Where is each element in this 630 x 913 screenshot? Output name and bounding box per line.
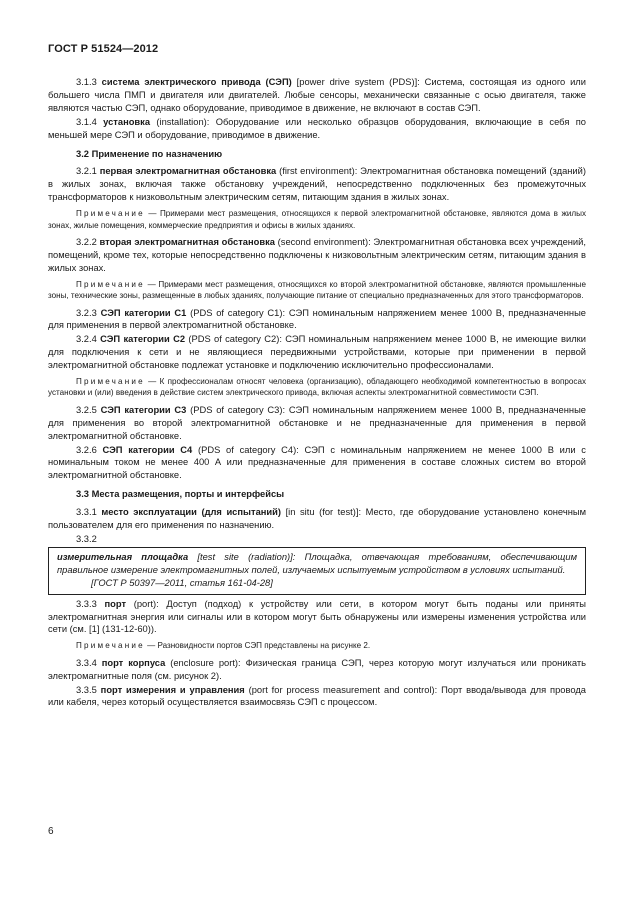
- note-second-environment: [48, 279, 586, 302]
- section-heading-3-3: [48, 488, 586, 501]
- clause-text: (PDS of category C3): СЭП номинальным напряжением менее 1000 В, предназначенные для применения во второй электромагнитной обстановке и не предназначенные для применения в первой электромагнитной обстановке.: [48, 404, 586, 441]
- clause-3-2-2: [48, 236, 586, 275]
- clause-text: (PDS of category C2): СЭП номинальным напряжением менее 1000 В, не имеющие вилки для подключения к сети и не являющиеся передвижными устройствами, которые при применении в первой электромагнитной обстановке подлежат установке и подключению исключительно профессионалами.: [48, 334, 586, 371]
- note-label: Примечание: [76, 209, 145, 219]
- clause-number: 3.2.4: [76, 334, 97, 345]
- clause-number: 3.2.1: [76, 166, 97, 177]
- note-label: Примечание: [76, 279, 145, 289]
- clause-number: 3.1.4: [76, 116, 97, 127]
- clause-text: [in situ (for test)]: Место, где оборудование установлено конечным пользователем для его применения по назначению.: [48, 507, 586, 531]
- clause-number: 3.3.5: [76, 684, 97, 695]
- clause-text: (first environment): Электромагнитная обстановка помещений (зданий) в жилых зонах, включая также обстановку учреждений, непосредственно подключенных без промежуточных трансформаторов к низковольтным электрическим сетям, питающим здания в жилых зонах.: [48, 166, 586, 203]
- clause-3-3-3: [48, 598, 586, 637]
- note-port-types: [48, 640, 586, 651]
- clause-text: [power drive system (PDS)]: Система, состоящая из одного или большего числа ПМП и двигателя или двигателей. Любые сенсоры, механически связанные с осью двигателя, также являются частью СЭП, однако оборудование, приводимое в движение, не включают в состав СЭП.: [48, 77, 586, 113]
- document-body: [48, 76, 586, 710]
- clause-number: 3.2.6: [76, 444, 97, 455]
- clause-text: (second environment): Электромагнитная обстановка всех учреждений, помещений, кроме тех, которые непосредственно подключены к низковольтным электрическим сетям, питающим здания в жилых зонах.: [48, 236, 586, 273]
- note-text: — Примерами мест размещения, относящихся к первой электромагнитной обстановке, являются дома в жилых зонах, жилые помещения, коммерческие предприятия и офисы в жилых зданиях.: [48, 209, 586, 230]
- clause-term: вторая электромагнитная обстановка: [99, 236, 275, 247]
- clause-number: 3.3.2: [76, 534, 97, 544]
- clause-term: порт корпуса: [101, 657, 166, 668]
- clause-number: 3.2.3: [76, 307, 97, 318]
- clause-term: СЭП категории С2: [100, 334, 186, 345]
- clause-term: СЭП категории С1: [100, 307, 187, 318]
- note-label: Примечание: [76, 377, 145, 387]
- section-number: 3.2: [76, 148, 89, 159]
- note-label: Примечание: [76, 641, 145, 651]
- clause-term: система электрического привода (СЭП): [101, 77, 292, 87]
- clause-3-3-2: [48, 533, 586, 546]
- clause-3-1-4: [48, 116, 586, 142]
- clause-3-2-1: [48, 165, 586, 204]
- section-title: Применение по назначению: [91, 148, 223, 159]
- clause-3-3-5: [48, 684, 586, 710]
- clause-text: (PDS of category C4): СЭП с номинальным напряжением не менее 1000 В или с номинальным током не менее 400 А или предназначенные для применения в составе сложных систем во второй электромагнитной обстановке.: [48, 444, 586, 481]
- boxed-text: [test site (radiation)]: Площадка, отвечающая требованиям, обеспечивающим правильное измерение электромагнитных полей, излучаемых испытуемым устройством в условиях испытаний.: [57, 551, 577, 575]
- clause-term: место эксплуатации (для испытаний): [101, 507, 282, 518]
- document-code: ГОСТ Р 51524—2012: [48, 43, 159, 55]
- clause-number: 3.2.5: [76, 404, 97, 415]
- clause-3-2-3: [48, 307, 586, 333]
- boxed-definition: [48, 547, 586, 595]
- clause-number: 3.3.4: [76, 657, 97, 668]
- clause-term: первая электромагнитная обстановка: [99, 166, 277, 177]
- clause-3-2-6: [48, 444, 586, 483]
- clause-3-3-4: [48, 657, 586, 683]
- note-first-environment: [48, 208, 586, 231]
- clause-number: 3.3.3: [76, 598, 97, 609]
- clause-3-1-3: [48, 76, 586, 115]
- clause-text: (port for process measurement and control): Порт ввода/вывода для провода или кабеля, через который осуществляется взаимосвязь СЭП с процессом.: [48, 684, 586, 708]
- clause-3-2-5: [48, 404, 586, 443]
- clause-term: порт измерения и управления: [100, 684, 245, 695]
- boxed-reference: [ГОСТ Р 50397—2011, статья 161-04-28]: [91, 577, 273, 588]
- note-text: — Разновидности портов СЭП представлены на рисунке 2.: [144, 641, 371, 651]
- note-text: — Примерами мест размещения, относящихся ко второй электромагнитной обстановке, являются промышленные зоны, технические зоны, размещенные в любых зданиях, получающие питание от специально предназначенных для этого трансформаторов.: [48, 279, 586, 301]
- note-professionals: [48, 376, 586, 399]
- section-heading-3-2: [48, 148, 586, 161]
- clause-term: СЭП категории С3: [100, 404, 187, 415]
- clause-term: СЭП категории С4: [102, 444, 193, 455]
- clause-text: (enclosure port): Физическая граница СЭП, через которую могут излучаться или проникать электромагнитные поля (см. рисунок 2).: [48, 657, 586, 681]
- section-number: 3.3: [76, 489, 89, 500]
- clause-text: (PDS of category C1): СЭП номинальным напряжением менее 1000 В, предназначенные для применения в первой электромагнитной обстановке.: [48, 307, 586, 331]
- page-number: 6: [48, 826, 54, 837]
- clause-text: (installation): Оборудование или несколько образцов оборудования, включающие в себя по меньшей мере СЭП и оборудование, приводимое в движение.: [48, 116, 586, 140]
- clause-number: 3.1.3: [76, 77, 97, 87]
- clause-number: 3.2.2: [76, 236, 97, 247]
- boxed-term: измерительная площадка: [57, 551, 189, 562]
- note-text: — К профессионалам относят человека (организацию), обладающего необходимой компетентностью в вопросах установки и (или) введения в действие систем электрического привода, включая аспекты электромагнитной совместимости СЭП.: [48, 377, 586, 398]
- clause-3-2-4: [48, 333, 586, 372]
- clause-text: (port): Доступ (подход) к устройству или сети, в котором могут быть поданы или приняты электромагнитная энергия или сигналы или в котором могут быть обнаружены или измерены изменения устройства или сети (см. [1] (131-12-60)).: [48, 598, 586, 635]
- clause-term: порт: [104, 598, 127, 609]
- clause-number: 3.3.1: [76, 507, 97, 518]
- clause-3-3-1: [48, 506, 586, 532]
- clause-term: установка: [103, 116, 151, 127]
- section-title: Места размещения, порты и интерфейсы: [91, 489, 285, 500]
